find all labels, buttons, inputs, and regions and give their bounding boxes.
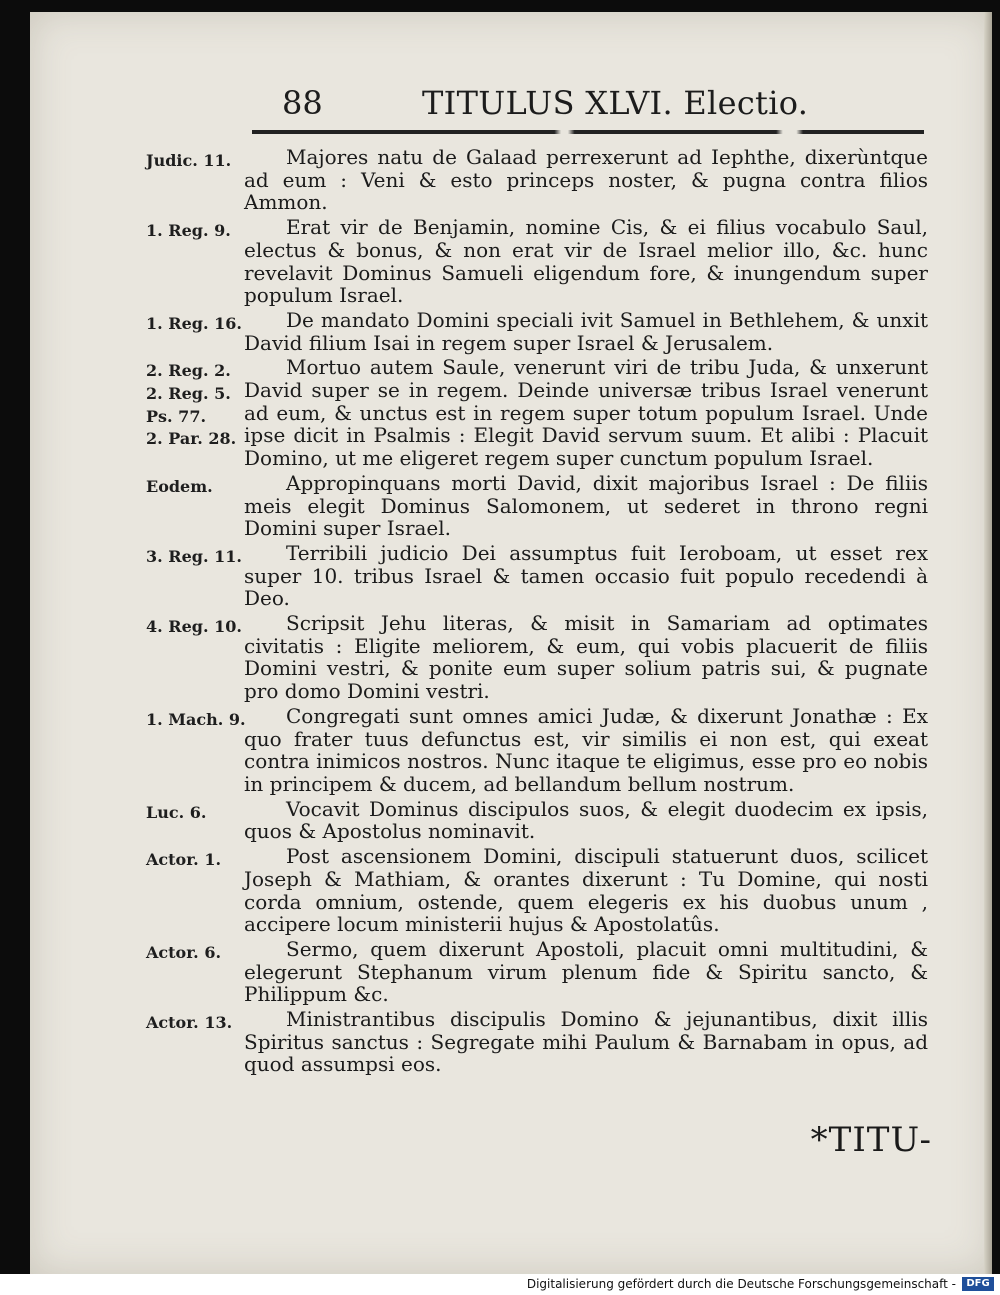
entry [30, 356, 992, 470]
entry [30, 612, 992, 703]
margin-reference: Luc. 6. [146, 802, 207, 822]
book-page [30, 12, 992, 1274]
margin-reference: 3. Reg. 11. [146, 546, 242, 566]
margin-reference: 1. Reg. 16. [146, 313, 242, 333]
entry-text: Erat vir de Benjamin, nomine Cis, & ei filius vocabulo Saul, electus & bonus, & non erat vir de Israel melior illo, &c. hunc revelavit Dominus Samueli eligendum fore, & inungendum super populum Israel. [244, 215, 928, 308]
page-number: 88 [282, 84, 323, 122]
page-header [30, 84, 992, 134]
entry-text: Mortuo autem Saule, venerunt viri de tribu Juda, & unxerunt David super se in regem. Deinde universæ tribus Israel venerunt ad eum, & unctus est in regem super totum populum Israel. Unde ipse dicit in Psalmis : Elegit David servum suum. Et alibi : Placuit Domino, ut me eligeret regem super cunctum populum Israel. [244, 355, 928, 471]
entry [30, 938, 992, 1006]
margin-reference: 1. Reg. 9. [146, 221, 231, 241]
entry-text: Sermo, quem dixerunt Apostoli, placuit omni multitudini, & elegerunt Stephanum virum plenum fide & Spiritu sancto, & Philippum &c. [244, 936, 928, 1007]
margin-reference: 4. Reg. 10. [146, 617, 242, 637]
margin-reference: Actor. 13. [146, 1013, 233, 1033]
entry-text: De mandato Domini speciali ivit Samuel in Bethlehem, & unxit David filium Isai in regem super Israel & Jerusalem. [244, 307, 928, 355]
entry-text: Terribili judicio Dei assumptus fuit Ieroboam, ut esset rex super 10. tribus Israel & tamen occasio fuit populo recedendi à Deo. [244, 540, 928, 611]
margin-reference: Judic. 11. [146, 151, 232, 170]
entry [30, 146, 992, 214]
margin-reference: Actor. 1. [146, 850, 222, 870]
entry-text: Appropinquans morti David, dixit majoribus Israel : De filiis meis elegit Dominus Salomonem, ut sederet in throno regni Domini super Israel. [244, 470, 928, 541]
entry [30, 798, 992, 843]
margin-reference: 1. Mach. 9. [146, 709, 246, 729]
entry [30, 472, 992, 540]
margin-reference: Eodem. [146, 476, 213, 496]
header-rule [252, 130, 924, 134]
margin-reference: 2. Reg. 2. 2. Reg. 5. Ps. 77. 2. Par. 28. [146, 361, 237, 449]
running-title: TITULUS XLVI. Electio. [422, 84, 809, 122]
entry [30, 845, 992, 936]
entry [30, 216, 992, 307]
entries-list [30, 146, 992, 1078]
funding-credit: Digitalisierung gefördert durch die Deutsche Forschungsgemeinschaft - [526, 1277, 956, 1291]
entry [30, 542, 992, 610]
entry-text: Vocavit Dominus discipulos suos, & elegit duodecim ex ipsis, quos & Apostolus nominavit. [244, 796, 928, 844]
entry [30, 705, 992, 796]
entry-text: Post ascensionem Domini, discipuli statuerunt duos, scilicet Joseph & Mathiam, & orantes dixerunt : Tu Domine, qui nosti corda omnium, ostende, quem elegeris ex his duobus unum , accipere locum ministerii hujus & Apostolatûs. [244, 844, 928, 937]
entry [30, 309, 992, 354]
digitization-footer [0, 1274, 1000, 1295]
entry-text: Ministrantibus discipulis Domino & jejunantibus, dixit illis Spiritus sanctus : Segregate mihi Paulum & Barnabam in opus, ad quod assumpsi eos. [244, 1007, 928, 1077]
dfg-logo-icon: DFG [962, 1277, 994, 1291]
catchword: *TITU- [810, 1120, 932, 1160]
margin-reference: Actor. 6. [146, 942, 222, 962]
entry-text: Scripsit Jehu literas, & misit in Samariam ad optimates civitatis : Eligite meliorem, & eum, qui vobis placuerit de filiis Domini vestri, & ponite eum super solium patris sui, & pugnate pro domo Domini vestri. [244, 611, 928, 704]
entry-text: Majores natu de Galaad perrexerunt ad Iephthe, dixerùntque ad eum : Veni & esto princeps noster, & pugna contra filios Ammon. [244, 145, 928, 215]
entry-text: Congregati sunt omnes amici Judæ, & dixerunt Jonathæ : Ex quo frater tuus defunctus est, vir similis ei non est, qui exeat contra inimicos nostros. Nunc itaque te eligimus, esse pro eo nobis in principem & ducem, ad bellandum bellum nostrum. [244, 703, 928, 796]
entry [30, 1008, 992, 1076]
